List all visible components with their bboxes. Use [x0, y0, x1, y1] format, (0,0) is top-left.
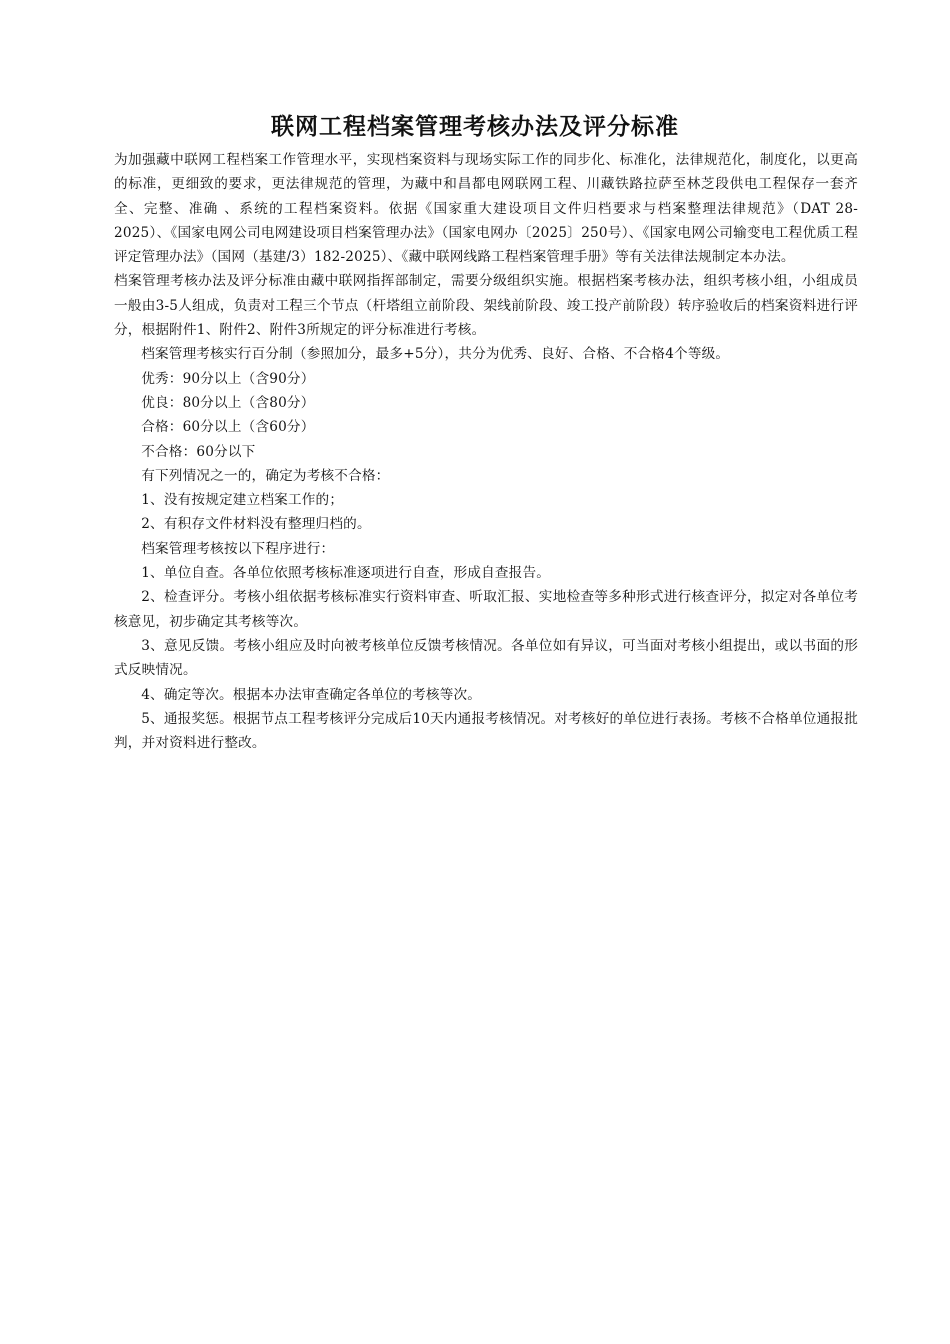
procedure-step: 5、通报奖惩。根据节点工程考核评分完成后10天内通报考核情况。对考核好的单位进行表扬。考核不合格单位通报批判，并对资料进行整改。 — [114, 710, 858, 752]
fail-conditions-heading: 有下列情况之一的，确定为考核不合格： — [141, 467, 390, 484]
grade-pass: 合格：60分以上（含60分） — [141, 419, 315, 436]
procedure-step: 1、单位自查。各单位依照考核标准逐项进行自查，形成自查报告。 — [141, 565, 551, 582]
fail-condition-item: 1、没有按规定建立档案工作的； — [141, 492, 344, 509]
procedure-heading: 档案管理考核按以下程序进行： — [141, 540, 335, 557]
procedure-step: 2、检查评分。考核小组依据考核标准实行资料审查、听取汇报、实地检查等多种形式进行核查评分，拟定对各单位考核意见，初步确定其考核等次。 — [114, 589, 858, 630]
fail-condition-item: 2、有积存文件材料没有整理归档的。 — [141, 516, 371, 533]
organization-paragraph: 档案管理考核办法及评分标准由藏中联网指挥部制定，需要分级组织实施。根据档案考核办法，组织考核小组，小组成员一般由3-5人组成，负责对工程三个节点（杆塔组立前阶段、架线前阶段、竣工投产前阶段）转序验收后的档案资料进行评分，根据附件1、附件2、附件3所规定的评分标准进行考核。 — [114, 273, 858, 339]
procedure-step: 3、意见反馈。考核小组应及时向被考核单位反馈考核情况。各单位如有异议，可当面对考核小组提出，或以书面的形式反映情况。 — [114, 637, 858, 679]
document-title: 联网工程档案管理考核办法及评分标准 — [271, 114, 679, 140]
procedure-step: 4、确定等次。根据本办法审查确定各单位的考核等次。 — [141, 686, 482, 703]
document-body — [114, 148, 858, 755]
grade-good: 优良：80分以上（含80分） — [141, 394, 315, 411]
intro-paragraph: 为加强藏中联网工程档案工作管理水平，实现档案资料与现场实际工作的同步化、标准化，法律规范化，制度化，以更高的标准，更细致的要求，更法律规范的管理，为藏中和昌都电网联网工程、川藏铁路拉萨至林芝段供电工程保存一套齐全、完整、准确 、系统的工程档案资料。依据《国家重大建设项目文件归档要求与档案整理法律规范》（DAT 28-2025）、《国家电网公司电网建设项目档案管理办法》（国家电网办〔2025〕250号）、《国家电网公司输变电工程优质工程评定管理办法》（国网（基建/3）182-2025）、《藏中联网线路工程档案管理手册》等有关法律法规制定本办法。 — [114, 152, 858, 266]
grade-fail: 不合格：60分以下 — [141, 443, 256, 460]
grading-system-paragraph: 档案管理考核实行百分制（参照加分，最多+5分），共分为优秀、良好、合格、不合格4个等级。 — [141, 346, 730, 363]
grade-excellent: 优秀：90分以上（含90分） — [141, 370, 315, 387]
